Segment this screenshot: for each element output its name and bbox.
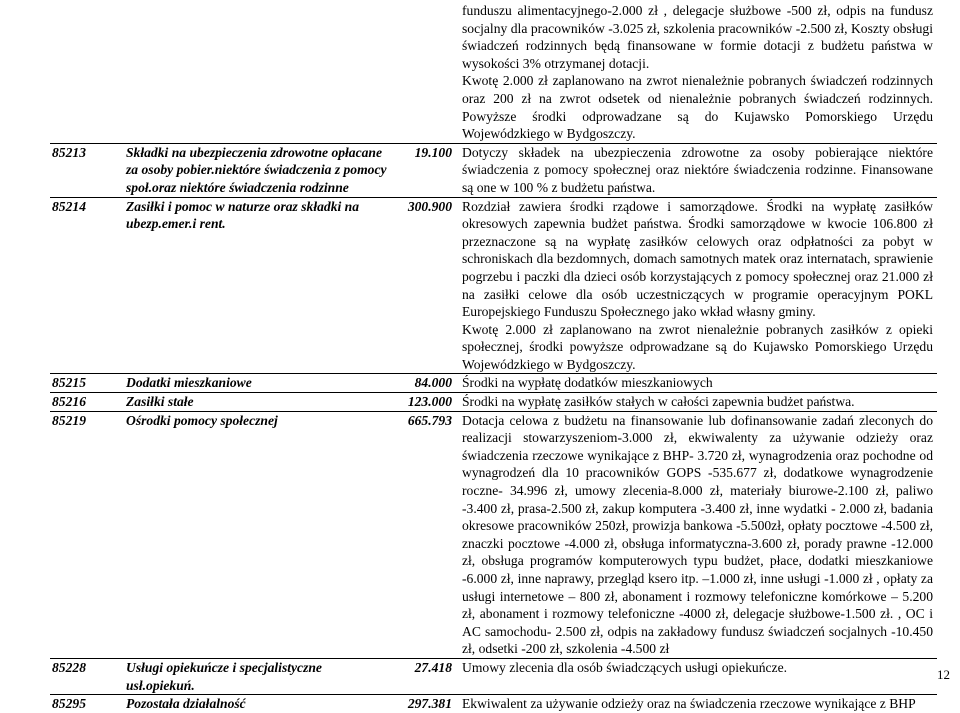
- chapter-code: 85216: [50, 393, 122, 412]
- chapter-name: Zasiłki i pomoc w naturze oraz składki na ubezp.emer.i rent.: [122, 197, 392, 374]
- row-description: Środki na wypłatę dodatków mieszkaniowych: [458, 374, 937, 393]
- chapter-name: Usługi opiekuńcze i specjalistyczne usł.opiekuń.: [122, 658, 392, 694]
- row-description: Ekwiwalent za używanie odzieży oraz na świadczenia rzeczowe wynikające z BHP: [458, 695, 937, 713]
- chapter-name: Pozostała działalność: [122, 695, 392, 713]
- table-row: [50, 695, 937, 713]
- chapter-code: 85213: [50, 143, 122, 197]
- row-description: Dotyczy składek na ubezpieczenia zdrowotne za osoby pobierające niektóre świadczenia z pomocy społecznej oraz niektóre świadczenia rodzinne. Finansowane są one w 100 % z budżetu państwa.: [458, 143, 937, 197]
- chapter-amount: 19.100: [392, 143, 458, 197]
- table-row: [50, 0, 937, 143]
- row-description: Rozdział zawiera środki rządowe i samorządowe. Środki na wypłatę zasiłków okresowych zapewnia budżet państwa. Środki samorządowe w kwocie 106.800 zł przeznaczone są na wypłatę zasiłków celowych oraz odpłatności za pobyt w schroniskach dla bezdomnych, domach samotnych matek oraz internatach, sprawienie pogrzebu i paczki dla dzieci osób korzystających z pomocy społecznej oraz 21.000 zł na zasiłki celowe dla osób uczestniczących w programie operacyjnym POKL Europejskiego Funduszu Społecznego jako wkład własny gminy. Kwotę 2.000 zł zaplanowano na zwrot nienależnie pobranych zasiłków z opieki społecznej, środki powyższe odprowadzane są do Kujawsko Pomorskiego Urzędu Wojewódzkiego w Bydgoszczy.: [458, 197, 937, 374]
- row-description: Umowy zlecenia dla osób świadczących usługi opiekuńcze.: [458, 658, 937, 694]
- table-row: [50, 393, 937, 412]
- table-row: [50, 411, 937, 658]
- chapter-amount: 123.000: [392, 393, 458, 412]
- chapter-name: Składki na ubezpieczenia zdrowotne opłacane za osoby pobier.niektóre świadczenia z pomocy społ.oraz niektóre świadczenia rodzinne: [122, 143, 392, 197]
- chapter-code: 85214: [50, 197, 122, 374]
- chapter-amount: 665.793: [392, 411, 458, 658]
- chapter-name: Ośrodki pomocy społecznej: [122, 411, 392, 658]
- chapter-code: 85228: [50, 658, 122, 694]
- budget-table: [50, 0, 937, 713]
- page-number: 12: [937, 667, 950, 682]
- chapter-name: Dodatki mieszkaniowe: [122, 374, 392, 393]
- table-row: [50, 374, 937, 393]
- table-row: [50, 143, 937, 197]
- row-description: Środki na wypłatę zasiłków stałych w całości zapewnia budżet państwa.: [458, 393, 937, 412]
- chapter-amount: 297.381: [392, 695, 458, 713]
- table-row: [50, 197, 937, 374]
- chapter-code: 85295: [50, 695, 122, 713]
- chapter-amount: 300.900: [392, 197, 458, 374]
- table-row: [50, 658, 937, 694]
- chapter-amount: 27.418: [392, 658, 458, 694]
- chapter-code: 85219: [50, 411, 122, 658]
- row-description: funduszu alimentacyjnego-2.000 zł , delegacje służbowe -500 zł, odpis na fundusz socjalny dla pracowników -3.025 zł, szkolenia pracowników -2.500 zł, Koszty obsługi świadczeń rodzinnych będą finansowane w formie dotacji z budżetu państwa w wysokości 3% otrzymanej dotacji. Kwotę 2.000 zł zaplanowano na zwrot nienależnie pobranych świadczeń rodzinnych oraz 200 zł na zwrot odsetek od nienależnie pobranych świadczeń rodzinnych. Powyższe środki odprowadzane są do Kujawsko Pomorskiego Urzędu Wojewódzkiego w Bydgoszczy.: [462, 3, 933, 142]
- chapter-amount: 84.000: [392, 374, 458, 393]
- chapter-name: Zasiłki stałe: [122, 393, 392, 412]
- row-description: Dotacja celowa z budżetu na finansowanie lub dofinansowanie zadań zleconych do realizacji stowarzyszeniom-3.000 zł, ekwiwalenty za używanie odzieży oraz świadczenia rzeczowe wynikające z BHP- 3.720 zł, wynagrodzenia oraz pochodne od wynagrodzeń dla 10 pracowników GOPS -535.677 zł, dodatkowe wynagrodzenie roczne- 34.996 zł, umowy zlecenia-8.000 zł, materiały biurowe-2.100 zł, paliwo -3.400 zł, prasa-2.500 zł, zakup komputera -3.400 zł, inne wydatki - 2.000 zł, badania okresowe pracowników 250zł, prowizja bankowa -5.500zł, opłaty pocztowe -4.500 zł, znaczki pocztowe -4.000 zł, obsługa informatyczna-3.600 zł, porady prawne -12.000 zł, obsługa programów komputerowych typu budżet, płace, dodatki mieszkaniowe -6.000 zł, inne naprawy, przegląd ksero itp. –1.000 zł, inne usługi -1.000 zł , opłaty za usługi internetowe – 800 zł, abonament i rozmowy telefoniczne komórkowe – 5.200 zł, abonament i rozmowy telefoniczne -4000 zł, delegacje służbowe-1.500 zł. , OC i AC samochodu- 2.500 zł, odpis na zakładowy fundusz świadczeń socjalnych -10.450 zł, odsetki -200 zł, szkolenia -4.500 zł: [458, 411, 937, 658]
- chapter-code: 85215: [50, 374, 122, 393]
